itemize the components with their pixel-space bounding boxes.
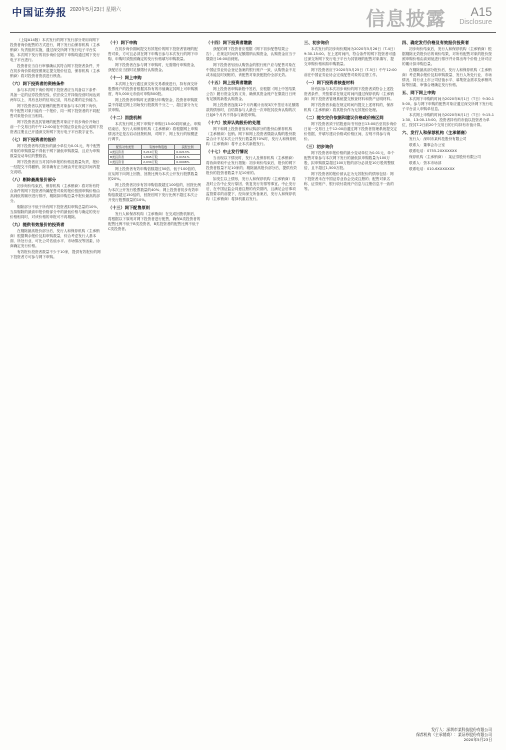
body-paragraph: 联系人：资本市场部 xyxy=(409,161,442,165)
body-paragraph: 发行人和保荐机构（主承销商）在完成回拨机制后，将根据以下原则对网下投资者进行配售，确保A类投资者的配售比例不低于B类投资者，B类投资者的配售比例不低于C类投资者。 xyxy=(108,212,201,231)
data-table xyxy=(108,144,201,165)
table-row xyxy=(109,150,201,155)
body-paragraph: 本次发行网上网下申购于申购日15:00同时截止。申购结束后，发行人和保荐机构（主承销商）将根据网上申购情况决定是否启动回拨机制，对网下、网上发行的规模进行调节。 xyxy=(108,122,201,141)
body-paragraph: 联系电话：0755-2XXXXXXX xyxy=(409,149,457,153)
body-paragraph: 网下投资者须于招股意向书刊登日13:00后至初步询价日前一交易日上午12:00前通过网下投资者管理系统提交定价依据，并填写建议价格或价格区间，否则不得参与询价。 xyxy=(304,122,397,141)
body-paragraph: 网上投资者申购新股中签后，应根据《网上中签结果公告》履行资金交收义务，确保其资金账户在缴款日日终有足额的新股认购资金。 xyxy=(206,87,296,101)
section-heading: （十二）回拨机制 xyxy=(108,115,142,120)
header-divider xyxy=(10,32,496,33)
section-title: 信息披露 xyxy=(365,8,446,30)
body-paragraph: 网下和网上投资者放弃认购部分的股份由保荐机构（主承销商）包销。网下和网上投资者缴款认购的股份数量合计不足本次公开发行数量的70%时，发行人和保荐机构（主承销商）将中止本次新股发行。 xyxy=(206,127,297,146)
body-paragraph: 网下投资者的报价被认定为无效报价的情形包括：网下投资者未在中国证券业协会完成注册的；配售对象名称、证券账户、银行收付款账户信息与注册信息不一致的等。 xyxy=(304,172,394,191)
body-paragraph: 在初步询价期间提交有效报价的网下投资者管理的配售对象，方可且必须在网下申购日参与本次发行的网下申购，申购时须按照确定的发行价格填写申购数量。 xyxy=(108,47,198,61)
section-heading: （十四）网下投资者缴款 xyxy=(206,40,253,45)
table-cell: C类投资者 xyxy=(109,160,142,165)
table-cell: 2,034万股 xyxy=(142,160,175,165)
body-paragraph: 网上投资者初步有效申购倍数超过100倍的，回拨比例为本次公开发行股票数量的40%；网上投资者初步有效申购倍数超过150倍的，回拨后网下发行比例不超过本次公开发行股票数量的10%。 xyxy=(108,183,201,202)
section-heading: 六、发行人和保荐机构（主承销商） xyxy=(402,130,470,135)
signoff xyxy=(416,727,492,742)
body-paragraph: 网上投资者申购时无需缴付申购资金，投资者申购数量不得超过网上初始发行股数的千分之一，超过部分为无效申购。 xyxy=(108,98,198,112)
section-heading: （十七）中止发行情况 xyxy=(206,149,248,154)
section-heading: （一）网下投资者核查材料 xyxy=(304,80,355,85)
body-paragraph: 获配的网下投资者应根据《网下初步配售结果公告》，在规定时间内足额缴纳认购资金，认购资金应当于缴款日16:00前到账。 xyxy=(206,47,296,61)
body-paragraph: 在剔除最高报价部分后，发行人和保荐机构（主承销商）根据剩余报价及拟申购数量，综合考虑发行人基本面、所处行业、可比公司估值水平、市场情况等因素，协商确定发行价格。 xyxy=(10,229,100,248)
section-heading: 五、网下网上申购 xyxy=(402,90,436,95)
body-paragraph: 网下投资者每次报价的最小单位为0.01元，每个配售对象的申购数量不得低于网下最低申购数量，且应为申购数量变动单位的整数倍。 xyxy=(10,144,101,158)
table-cell: A类投资者 xyxy=(109,150,142,155)
body-paragraph: 本次网下申购的时间为2020年6月1日（T日）9:30-15:00。参与网下申购的配售对象应通过深交所网下发行电子平台录入申购单信息。 xyxy=(402,97,495,111)
body-paragraph: 所有拟参与本次初步询价的网下投资者须符合上述投资者条件，并按要求在规定时间内通过保荐机构（主承销商）网下投资者管理系统提交核查材料和资产证明材料。 xyxy=(304,87,394,101)
text-column-3 xyxy=(206,38,299,744)
body-paragraph: 发行人：深圳市某科技股份有限公司 xyxy=(409,137,467,141)
body-paragraph: 网上投资者有效申购倍数超过50倍、低于100倍的，应从网下向网上回拨，回拨比例为本次公开发行股票数量的20%。 xyxy=(108,167,199,181)
body-paragraph: 网下投资者应于2020年5月25日（T-5日）中午12:00前在中国证券业协会完成配售对象的注册工作。 xyxy=(304,68,397,77)
section-title-english: Disclosure xyxy=(459,19,492,26)
body-paragraph: 网下投资者在参与网下申购时，无需缴付申购资金，获配后应当按时足额缴付认购资金。 xyxy=(108,63,198,72)
text-column-5 xyxy=(402,38,495,708)
body-paragraph: 联系人：董事会办公室 xyxy=(409,143,445,147)
body-paragraph: 网下投资者未能在规定时间内提交上述材料的，保荐机构（主承销商）将其报价作为无效报价处理。 xyxy=(304,103,394,112)
section-heading: （七）网下投资者的报价 xyxy=(10,137,57,142)
section-heading: 四、确定发行价格及有效报价投资者 xyxy=(402,40,470,45)
table-cell: 0.0098% xyxy=(175,160,201,165)
body-paragraph: 投资者应当自行审慎确认其符合网下投资者条件，并在初步询价阶段按照规定提交报价信息，保荐机构（主承销商）将对投资者资质进行核查。 xyxy=(10,64,100,78)
body-paragraph: 网下投资者划出认购资金的银行账户应与配售对象在中国证券业协会登记备案的银行账户一致，认购资金不足或未能及时到账的，该配售对象获配股份全部无效。 xyxy=(206,63,296,77)
body-paragraph: 网下投资者及其管理的配售对象应于初步询价开始日前一个交易日的中午12:00前在中国证券业协会完成网下投资者注册且已开通深交所网下发行电子平台数字证书。 xyxy=(10,120,103,134)
body-paragraph: 网上投资者连续12个月内累计出现3次中签后未足额缴款的情形时，自结算参与人最近一次申报其放弃认购的次日起6个月内不得参与新股申购。 xyxy=(206,103,299,117)
body-paragraph: 联系电话：010-6XXXXXXX xyxy=(409,167,455,171)
body-paragraph: 网下投资者应当对其所申报的价格及数量负责，报价一经提交不得撤销，除非确有正当理由并在规定时间内提交说明。 xyxy=(10,160,100,174)
section-heading: （九）提供有效报价的投资者 xyxy=(10,222,65,227)
table-cell: 3,210万股 xyxy=(142,150,175,155)
table-cell: 0.0213% xyxy=(175,150,201,155)
signoff-date: 2020年5月23日 xyxy=(463,737,492,742)
page-number: A15 xyxy=(470,5,492,19)
section-heading: （三）初步询价 xyxy=(304,144,334,149)
body-paragraph: 初步询价结束后，发行人和保荐机构（主承销商）根据剔除无效报价后的询价结果，对所有配售对象的报价按照申购价格由高到低进行排序并计算出每个价格上所对应的累计拟申购总量。 xyxy=(402,47,492,66)
signoff-issuer: 发行人：深圳市某科技股份有限公司 xyxy=(431,727,492,732)
section-heading: （十一）网上申购 xyxy=(108,75,142,80)
body-paragraph: 如发生以上情形，发行人和保荐机构（主承销商）将及时公告中止发行原因、恢复发行安排等事宜。中止发行后，在中国证监会同意注册的有效期内，且满足会后事项监管要求的前提下，经向深交所备案后，发行人和保荐机构（主承销商）将择机重启发行。 xyxy=(206,177,296,201)
body-paragraph: 在剔除最高部分报价后，发行人和保荐机构（主承销商）考虑剩余报价及拟申购数量、发行人所处行业、市场情况、同行业上市公司估值水平、募集资金需求及承销风险等因素，审慎合理确定发行价格。 xyxy=(402,68,492,87)
section-heading: （十）网下申购 xyxy=(108,40,138,45)
table-header-cell: 有效申购股数 xyxy=(142,145,175,150)
text-column-4 xyxy=(304,38,397,744)
text-column-2 xyxy=(108,38,201,744)
newspaper-masthead: 中国证券报 xyxy=(12,8,67,19)
table-header-cell: 配售对象类型 xyxy=(109,145,142,150)
section-heading: （六）网下投资者的资格条件 xyxy=(10,81,65,86)
table-row xyxy=(109,160,201,165)
body-paragraph: 网下投资者申报价格的最小变动单位为0.01元，单个配售对象参与本次网下发行的最低拟申购数量为100万股，拟申购数量超过100万股的部分必须是10万股的整数倍，且不超过1,500万股。 xyxy=(304,151,395,170)
body-paragraph: 本次网上申购的时间为2020年6月1日（T日）9:15-11:30、13:00-15:00。投资者持有的市值以投资者为单位，按其T-2日前20个交易日的日均持有市值计算。 xyxy=(402,113,495,127)
body-paragraph: 本次发行的初步询价期间为2020年5月26日（T-4日）9:30-15:00。在上述时间内，符合条件的网下投资者可通过深交所网下发行电子平台为其管理的配售对象填写、提交申购价格和拟申购数量。 xyxy=(304,47,396,66)
body-paragraph: 剔除部分不低于所有网下投资者拟申购总量的10%，当拟剔除的最高申报价格部分中的最低价格与确定的发行价格相同时，对该价格的申报可不再剔除。 xyxy=(10,205,101,219)
body-paragraph: 当出现以下情况时，发行人及保荐机构（主承销商）将协商采取中止发行措施：初步询价结束后，报价的网下投资者数量不足10家的；剔除最高报价部分后，提供有效报价的投资者数量不足10家的。 xyxy=(206,156,297,175)
section-heading: （八）剔除最高报价部分 xyxy=(10,177,57,182)
body-paragraph: 本次网上发行通过深交所交易系统进行，持有深交所股票账户的投资者根据其持有的市值确定其网上可申购额度，每5,000元市值可申购500股。 xyxy=(108,82,198,96)
section-heading: （十三）网下配售原则 xyxy=(108,205,150,210)
body-paragraph: 有效报价投资者数量不少于10家，提供有效报价的网下投资者方可参与网下申购。 xyxy=(10,250,101,259)
section-heading: 三、初步询价 xyxy=(304,40,330,45)
text-column-1 xyxy=(10,38,103,744)
section-heading: （二）提交定价依据和建议价格或价格区间 xyxy=(304,115,384,120)
table-row xyxy=(109,155,201,160)
table-cell: B类投资者 xyxy=(109,155,142,160)
body-paragraph: （上接A14版）本次发行的网下发行部分采用向网下投资者询价配售的方式进行，网下发行由保荐机构（主承销商）负责组织实施，通过深交所网下发行电子平台实施。本次网下发行的初步询价及网下申购均通过网下发行电子平台进行。 xyxy=(10,38,100,62)
table-cell: 0.0151% xyxy=(175,155,201,160)
body-paragraph: 网下投资者以其管理的配售对象参与本次网下询价，每个配售对象只能有一个报价，同一网下投资者的不同配售对象报价应当相同。 xyxy=(10,104,100,118)
section-heading: （十五）网上投资者缴款 xyxy=(206,80,253,85)
section-heading: （十六）放弃认购股份的处理 xyxy=(206,120,261,125)
page-header xyxy=(0,0,506,34)
body-paragraph: 保荐机构（主承销商）：某证券股份有限公司 xyxy=(409,155,481,159)
body-paragraph: 初步询价结束后，保荐机构（主承销商）将对所有符合条件的网下投资者所属配售对象的报价按照申购价格由高到低的顺序进行排序，剔除拟申购总量中报价最高的部分。 xyxy=(10,184,100,203)
table-cell: 1,845万股 xyxy=(142,155,175,160)
signoff-sponsor: 保荐机构（主承销商）：某证券股份有限公司 xyxy=(416,732,492,737)
table-header-cell: 获配比例 xyxy=(175,145,201,150)
body-paragraph: 参与本次网下询价的网下投资者应当具备以下条件：具备一定的证券投资经验，依法设立并持续经营时间达到两年以上，具有良好的信用记录，具有必要的定价能力。 xyxy=(10,88,100,102)
issue-date: 2020年5月23日 星期六 xyxy=(70,7,121,13)
